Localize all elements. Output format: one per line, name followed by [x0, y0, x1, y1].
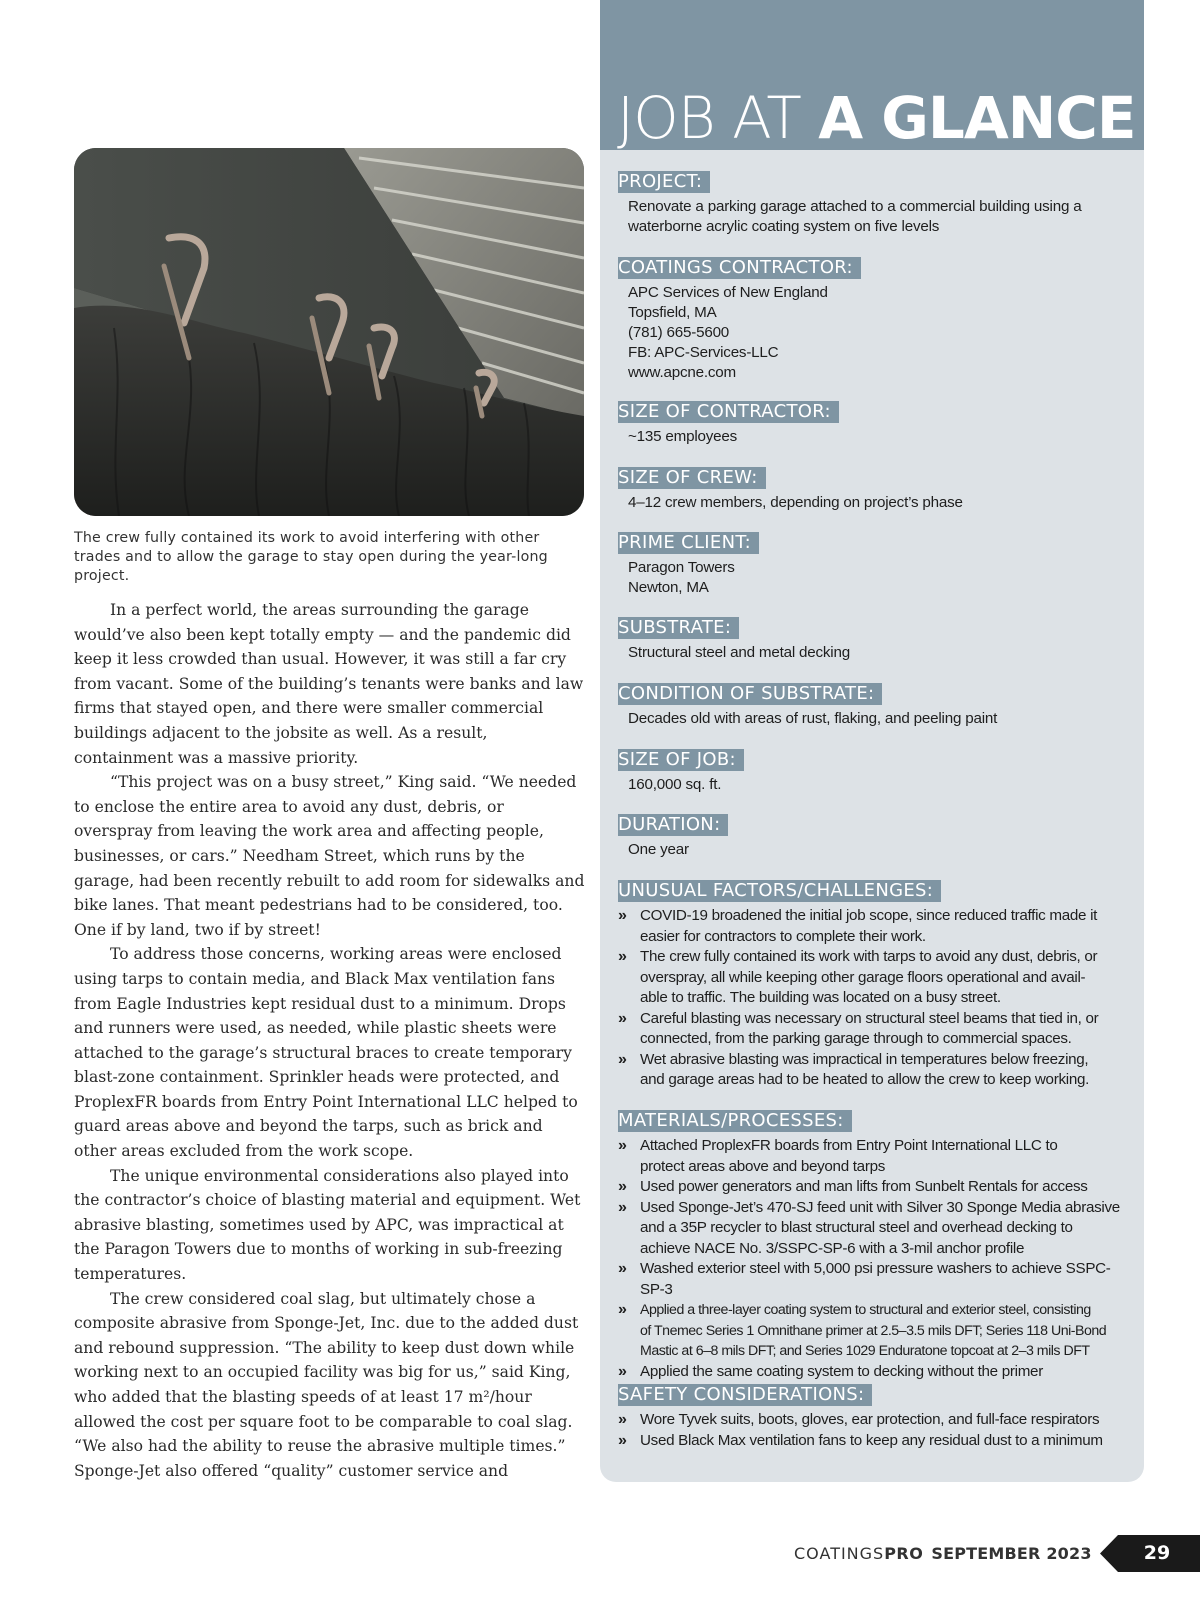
value-line: Newton, MA — [628, 579, 709, 596]
item-line: Applied the same coating system to decking without the primer — [640, 1362, 1043, 1380]
item-line: The crew fully contained its work with tarps to avoid any dust, debris, or — [640, 948, 1098, 965]
list-item — [618, 1177, 1130, 1198]
item-line: of Tnemec Series 1 Omnithane primer at 2.5–3.5 mils DFT; Series 118 Uni-Bond — [640, 1322, 1107, 1339]
list-item — [618, 906, 1130, 947]
section-value — [618, 558, 1130, 598]
list-item — [618, 1136, 1130, 1177]
section-value — [618, 283, 1130, 383]
sidebar-title-light: JOB AT — [617, 84, 819, 152]
item-line: and a 35P recycler to blast structural steel and overhead decking to — [640, 1219, 1073, 1236]
section-value: 4–12 crew members, depending on project’s phase — [628, 494, 963, 511]
photo-illustration — [74, 148, 584, 516]
issue-date: SEPTEMBER 2023 — [931, 1544, 1092, 1563]
list-item — [618, 1362, 1130, 1383]
page-number-tab — [1100, 1535, 1200, 1572]
page-footer — [794, 1540, 1092, 1568]
section-label: DURATION: — [618, 814, 728, 836]
section-size-of-contractor — [618, 401, 1130, 447]
sidebar-header — [600, 0, 1144, 150]
section-value: ~135 employees — [628, 428, 738, 445]
page-number: 29 — [1143, 1542, 1171, 1564]
section-label: MATERIALS/PROCESSES: — [618, 1110, 852, 1132]
item-line: Applied a three-layer coating system to structural and exterior steel, consisting — [640, 1302, 1091, 1318]
body-paragraph: In a perfect world, the areas surrounding the garage would’ve also been kept totally empty — and the pandemic did keep it less crowded than usual. However, it was still a far cry from vacant. Some of the building’s tenants were banks and law firms that stayed open, and there were smaller commercial buildings adjacent to the jobsite as well. As a result, containment was a massive priority. — [74, 601, 584, 767]
article-photo — [74, 148, 584, 516]
section-size-of-crew — [618, 467, 1130, 513]
item-line: Used power generators and man lifts from Sunbelt Rentals for access — [640, 1178, 1088, 1195]
item-line: Mastic at 6–8 mils DFT; and Series 1029 Enduratone topcoat at 2–3 mils DFT — [640, 1343, 1090, 1359]
sidebar-title — [617, 83, 1135, 153]
bullet-list — [618, 1136, 1130, 1382]
value-line: Renovate a parking garage attached to a commercial building using a — [628, 198, 1082, 215]
section-label: COATINGS CONTRACTOR: — [618, 257, 861, 279]
value-line: www.apcne.com — [628, 364, 736, 381]
section-safety-considerations — [618, 1384, 1130, 1451]
item-line: overspray, all while keeping other garage floors operational and avail- — [640, 968, 1086, 986]
section-label: SUBSTRATE: — [618, 617, 739, 639]
value-line: Paragon Towers — [628, 559, 735, 576]
list-item — [618, 1431, 1130, 1452]
section-size-of-job — [618, 749, 1130, 795]
photo-caption: The crew fully contained its work to avoid interfering with other trades and to allow the garage to stay open during the year-long project. — [74, 530, 548, 584]
item-line: Used Sponge-Jet’s 470-SJ feed unit with Silver 30 Sponge Media abrasive — [640, 1198, 1120, 1216]
section-value: 160,000 sq. ft. — [628, 776, 722, 793]
item-line: Wore Tyvek suits, boots, gloves, ear protection, and full-face respirators — [640, 1411, 1100, 1428]
section-materials-processes — [618, 1110, 1130, 1382]
section-condition-of-substrate — [618, 683, 1130, 729]
section-label: PRIME CLIENT: — [618, 532, 759, 554]
section-duration — [618, 814, 1130, 860]
section-label: UNUSUAL FACTORS/CHALLENGES: — [618, 880, 941, 902]
section-value — [618, 197, 1130, 237]
bullet-list — [618, 906, 1130, 1091]
item-line: achieve NACE No. 3/SSPC-SP-6 with a 3-mil anchor profile — [640, 1239, 1025, 1257]
item-line: Washed exterior steel with 5,000 psi pressure washers to achieve SSPC-SP-3 — [640, 1260, 1111, 1298]
section-value: One year — [628, 841, 689, 858]
item-line: able to traffic. The building was located on a busy street. — [640, 989, 1001, 1006]
item-line: protect areas above and beyond tarps — [640, 1157, 886, 1175]
list-item — [618, 1410, 1130, 1431]
section-coatings-contractor — [618, 257, 1130, 383]
item-line: Attached ProplexFR boards from Entry Point International LLC to — [640, 1137, 1058, 1154]
item-line: COVID-19 broadened the initial job scope, since reduced traffic made it — [640, 907, 1098, 924]
article-body — [74, 598, 586, 1483]
item-line: Used Black Max ventilation fans to keep any residual dust to a minimum — [640, 1431, 1103, 1449]
list-item — [618, 1300, 1130, 1362]
section-label: SIZE OF CONTRACTOR: — [618, 401, 839, 423]
publication-name-light: COATINGS — [794, 1544, 885, 1563]
value-line: waterborne acrylic coating system on five levels — [628, 218, 940, 235]
body-paragraph: The unique environmental considerations also played into the contractor’s choice of blasting material and equipment. Wet abrasive blasting, sometimes used by APC, was impractical at the Paragon Towers due to months of working in sub-freezing temperatures. — [74, 1166, 581, 1284]
section-label: SIZE OF CREW: — [618, 467, 766, 489]
value-line: Topsfield, MA — [628, 304, 717, 321]
value-line: APC Services of New England — [628, 284, 828, 301]
bullet-list — [618, 1410, 1130, 1451]
section-project — [618, 171, 1130, 237]
item-line: easier for contractors to complete their work. — [640, 927, 926, 945]
job-at-a-glance-sidebar — [600, 0, 1144, 1482]
section-label: CONDITION OF SUBSTRATE: — [618, 683, 882, 705]
section-substrate — [618, 617, 1130, 663]
item-line: Wet abrasive blasting was impractical in temperatures below freezing, — [640, 1050, 1089, 1068]
section-label: SIZE OF JOB: — [618, 749, 744, 771]
section-unusual-factors — [618, 880, 1130, 1091]
section-value: Decades old with areas of rust, flaking, and peeling paint — [628, 710, 998, 727]
sidebar-title-bold: A GLANCE — [818, 84, 1136, 152]
section-label: SAFETY CONSIDERATIONS: — [618, 1384, 872, 1406]
list-item — [618, 1050, 1130, 1091]
body-paragraph: “This project was on a busy street,” King said. “We needed to enclose the entire area to avoid any dust, debris, or overspray from leaving the work area and affecting people, businesses, or cars.” Needham Street, which runs by the garage, had been recently rebuilt to add room for sidewalks and bike lanes. That meant pedestrians had to be considered, too. One if by land, two if by street! — [74, 773, 585, 939]
list-item — [618, 947, 1130, 1009]
section-value: Structural steel and metal decking — [628, 644, 850, 661]
list-item — [618, 1009, 1130, 1050]
item-line: and garage areas had to be heated to allow the crew to keep working. — [640, 1071, 1090, 1088]
body-paragraph: The crew considered coal slag, but ultimately chose a composite abrasive from Sponge-Jet, Inc. due to the added dust and rebound suppression. “The ability to keep dust down while working next to an occupied facility was big for us,” said King, who added that the blasting speeds of at least 17 m²/hour allowed the cost per square foot to be comparable to coal slag. “We also had the ability to reuse the abrasive multiple times.” Sponge-Jet also offered “quality” customer service and — [74, 1289, 579, 1480]
body-paragraph: To address those concerns, working areas were enclosed using tarps to contain media, and Black Max ventilation fans from Eagle Industries kept residual dust to a minimum. Drops and runners were used, as needed, while plastic sheets were attached to the garage’s structural braces to create temporary blast-zone containment. Sprinkler heads were protected, and ProplexFR boards from Entry Point International LLC helped to guard areas above and beyond the tarps, such as brick and other areas excluded from the work scope. — [74, 945, 578, 1161]
item-line: Careful blasting was necessary on structural steel beams that tied in, or — [640, 1009, 1099, 1027]
list-item — [618, 1198, 1130, 1260]
section-prime-client — [618, 532, 1130, 598]
value-line: (781) 665-5600 — [628, 324, 730, 341]
list-item — [618, 1259, 1130, 1300]
item-line: connected, from the parking garage through to commercial spaces. — [640, 1030, 1072, 1047]
section-label: PROJECT: — [618, 171, 710, 193]
value-line: FB: APC-Services-LLC — [628, 344, 779, 361]
publication-name-bold: PRO — [884, 1544, 924, 1563]
